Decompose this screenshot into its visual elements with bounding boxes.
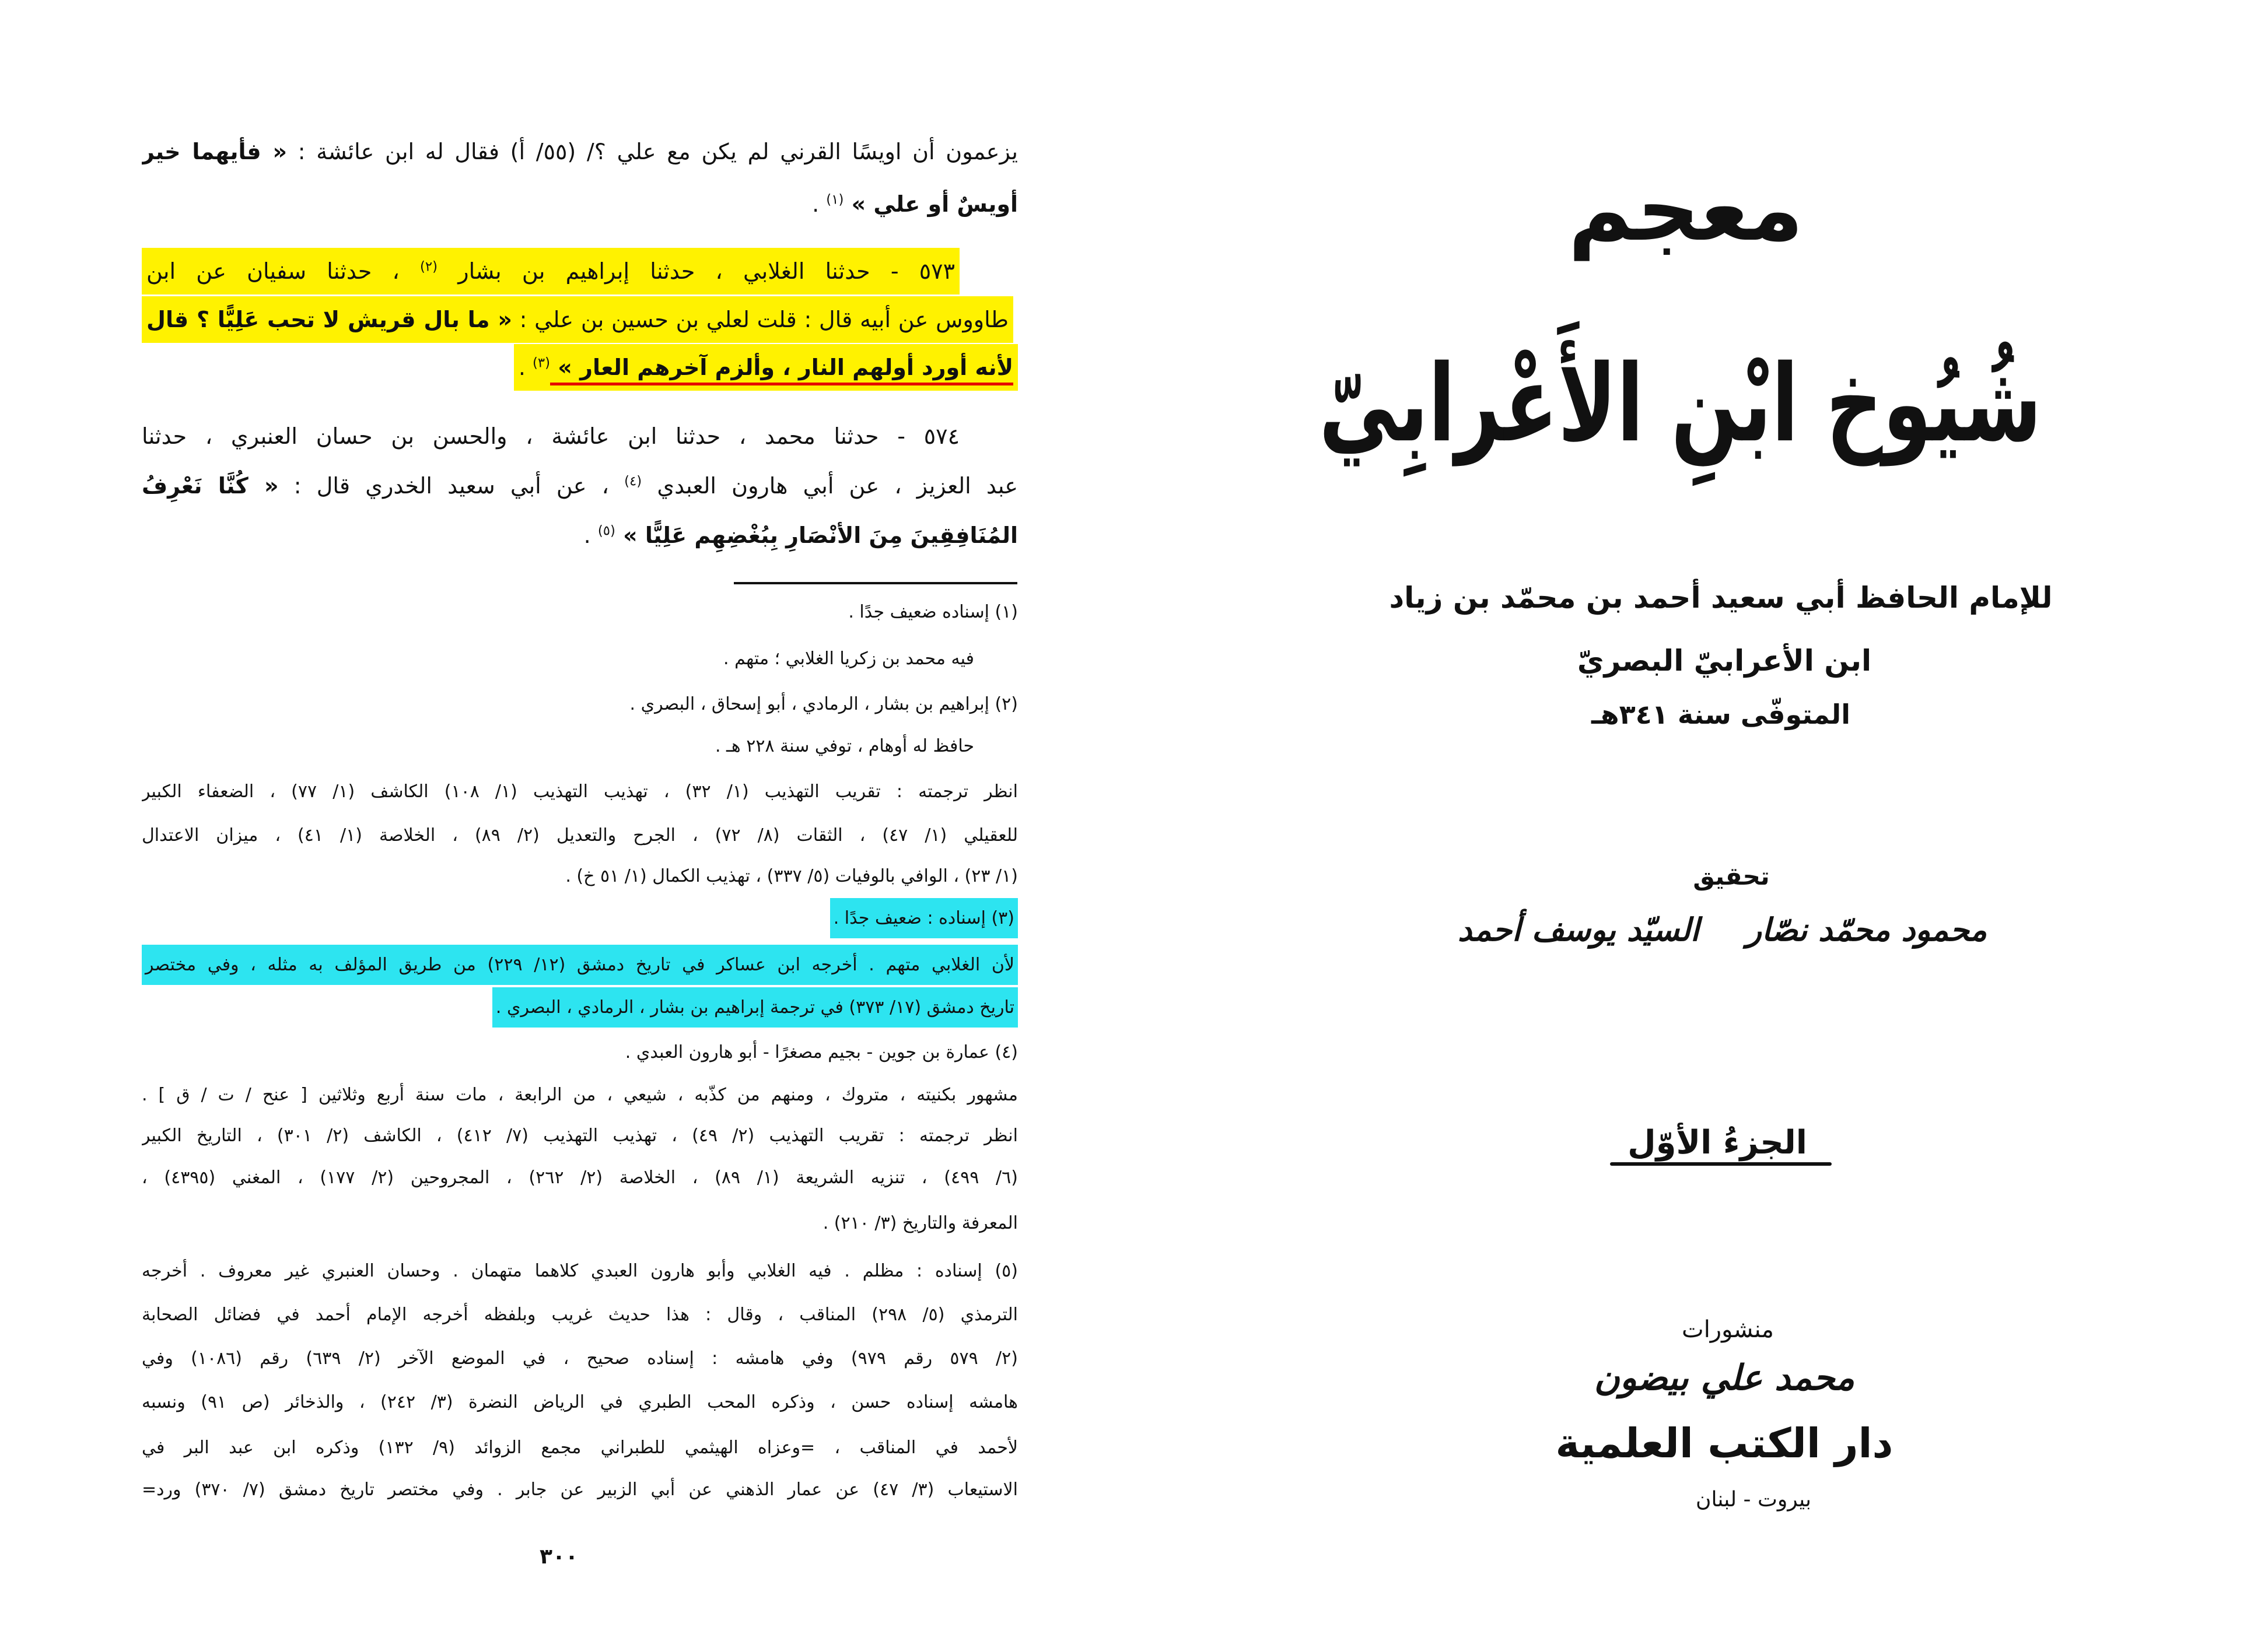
text-segment: .: [518, 355, 533, 380]
footnote-text: الترمذي (٥/ ٢٩٨) المناقب ، وقال : هذا حديث غريب وبلفظه أخرجه الإمام أحمد في فضائل الصحابة: [142, 1305, 1018, 1325]
footnote-ref: (٢): [420, 259, 438, 275]
footnote-line: [142, 856, 1018, 897]
footnote-line: [142, 726, 1018, 767]
footnote-line: [142, 1428, 1018, 1468]
intro-line: [142, 128, 1018, 175]
cyan-highlight: (٣) إسناده : ضعيف جدًا .: [830, 898, 1018, 938]
hadith-574-line: [142, 413, 1018, 460]
footnote-text: (٤) عمارة بن جوين - بجيم مصغرًا - أبو هارون العبدي .: [625, 1042, 1018, 1063]
editor-name: محمود محمّد نصّار: [1746, 911, 1987, 948]
text-segment: .: [583, 523, 598, 548]
bold-quote: « فأيهما خير: [142, 139, 288, 164]
underlined-quote: لأنه أورد أولهم النار ، وألزم آخرهم العار »: [550, 355, 1013, 385]
footnote-line: [142, 945, 1018, 986]
page-number: ٣٠٠: [540, 1545, 578, 1569]
footnote-line: [142, 1075, 1018, 1116]
footnote-text: (٢) إبراهيم بن بشار ، الرمادي ، أبو إسحاق ، البصري .: [629, 694, 1018, 714]
footnote-line: [142, 592, 1018, 633]
yellow-highlight: [514, 344, 1018, 391]
volume-underline: [1610, 1162, 1832, 1166]
author-line: للإمام الحافظ أبي سعيد أحمد بن محمّد بن زياد: [1389, 581, 2053, 615]
footnote-text: المعرفة والتاريخ (٣/ ٢١٠) .: [822, 1213, 1018, 1233]
hadith-573-line: [142, 248, 1018, 294]
footnote-line: [142, 1251, 1018, 1292]
footnote-line: [142, 1470, 1018, 1510]
footnote-ref: (١): [826, 192, 844, 208]
bold-quote: المُنَافِقِينَ مِنَ الأنْصَارِ بِبُغْضِهِم عَلِيًّا »: [615, 523, 1018, 548]
bold-quote: « كُنَّا نَعْرِفُ: [142, 473, 279, 499]
footnote-text: فيه محمد بن زكريا الغلابي ؛ متهم .: [723, 648, 974, 669]
footnote-line: [142, 772, 1018, 812]
footnote-separator: [734, 582, 1017, 584]
text-segment: عبد العزيز ، عن أبي هارون العبدي: [642, 473, 1018, 499]
text-segment: طاووس عن أبيه قال : قلت لعلي بن حسين بن علي :: [512, 307, 1009, 332]
footnote-line: [142, 815, 1018, 856]
footnote-text: (١/ ٢٣) ، الوافي بالوفيات (٥/ ٣٣٧) ، تهذيب الكمال (١/ ٥١ خ) .: [565, 866, 1018, 886]
bold-quote: « ما بال قريش لا تحب عَلِيًّا ؟ قال: [146, 307, 512, 332]
footnote-text: للعقيلي (١/ ٤٧) ، الثقات (٨/ ٧٢) ، الجرح والتعديل (٢/ ٨٩) ، الخلاصة (١/ ٤١) ، ميزان الاعتدال: [142, 825, 1018, 846]
author-line: ابن الأعرابيّ البصريّ: [1577, 644, 1872, 678]
footnote-line: [142, 1158, 1018, 1198]
footnote-text: انظر ترجمته : تقريب التهذيب (١/ ٣٢) ، تهذيب التهذيب (١/ ١٠٨) الكاشف (١/ ٧٧) ، الضعفاء الكبير: [142, 781, 1018, 802]
footnote-ref: (٣): [533, 355, 551, 371]
footnote-line: [142, 1116, 1018, 1156]
editor-name: السيّد يوسف أحمد: [1458, 911, 1699, 948]
title-main: شُيُوخ ابْنِ الأَعْرابِيّ: [1319, 342, 2042, 466]
yellow-highlight: [142, 248, 960, 294]
footnote-text: (٢/ ٥٧٩ رقم ٩٧٩) وفي هامشه : إسناده صحيح ، في الموضع الآخر (٢/ ٦٣٩) رقم (١٠٨٦) وفي: [142, 1348, 1018, 1369]
text-segment: ٥٧٣ - حدثنا الغلابي ، حدثنا إبراهيم بن بشار: [438, 258, 955, 284]
footnote-ref: (٤): [624, 474, 642, 489]
footnote-text: هامشه إسناده حسن ، وذكره المحب الطبري في الرياض النضرة (٣/ ٢٤٢) ، والذخائر (ص ٩١) ونسبه: [142, 1392, 1018, 1412]
footnote-text: (١) إسناده ضعيف جدًا .: [848, 602, 1018, 622]
footnote-text: لأحمد في المناقب ، =وعزاه الهيثمي للطبراني مجمع الزوائد (٩/ ١٣٢) وذكره ابن عبد البر في: [142, 1437, 1018, 1458]
publisher-city: بيروت - لبنان: [1696, 1488, 1811, 1512]
yellow-highlight: [142, 296, 1018, 343]
cyan-highlight: لأن الغلابي متهم . أخرجه ابن عساكر في تاريخ دمشق (١٢/ ٢٢٩) من طريق المؤلف به مثله ، وفي مختصر: [142, 945, 1018, 985]
footnote-line: [142, 1382, 1018, 1423]
publisher-name: محمد علي بيضون: [1594, 1358, 1855, 1398]
death-date: المتوفّى سنة ٣٤١هـ: [1591, 699, 1850, 730]
text-segment: يزعمون أن اويسًا القرني لم يكن مع علي ؟/ (٥٥/ أ) فقال له ابن عائشة :: [287, 139, 1018, 164]
hadith-573-line: [142, 296, 1018, 343]
footnote-line: [142, 898, 1018, 939]
footnote-text: الاستيعاب (٣/ ٤٧) عن عمار الذهني عن أبي الزبير عن جابر . وفي مختصر تاريخ دمشق (٧/ ٣٧٠) ورد=: [142, 1479, 1018, 1500]
footnote-line: [142, 1203, 1018, 1244]
hadith-574-line: [142, 512, 1018, 559]
footnote-line: [142, 1032, 1018, 1073]
footnote-text: انظر ترجمته : تقريب التهذيب (٢/ ٤٩) ، تهذيب التهذيب (٧/ ٤١٢) ، الكاشف (٢/ ٣٠١) ، التاريخ الكبير: [142, 1125, 1018, 1146]
publisher-house: دار الكتب العلمية: [1555, 1419, 1894, 1467]
footnote-line: [142, 684, 1018, 725]
tahqiq-label: تحقيق: [1693, 862, 1770, 890]
hadith-573-line: [142, 344, 1018, 391]
footnote-line: [142, 987, 1018, 1028]
publisher-label: منشورات: [1682, 1316, 1774, 1343]
footnote-line: [142, 639, 1018, 679]
hadith-574-line: [142, 462, 1018, 509]
volume-label: الجزءُ الأوّل: [1628, 1124, 1807, 1162]
intro-line: [142, 181, 1018, 227]
footnote-line: [142, 1338, 1018, 1379]
text-segment: ، عن أبي سعيد الخدري قال :: [278, 473, 625, 499]
footnote-text: حافظ له أوهام ، توفي سنة ٢٢٨ هـ .: [715, 736, 974, 756]
footnote-text: (٥) إسناده : مظلم . فيه الغلابي وأبو هارون العبدي كلاهما متهمان . وحسان العنبري غير معروف . أخرجه: [142, 1261, 1018, 1281]
title-small: معجم: [1568, 159, 1804, 261]
text-segment: ، حدثنا سفيان عن ابن: [146, 258, 421, 284]
footnote-text: (٦/ ٤٩٩) ، تنزيه الشريعة (١/ ٨٩) ، الخلاصة (٢/ ٢٦٢) ، المجروحين (٢/ ١٧٧) ، المغني (٤٣٩٥) ،: [142, 1167, 1018, 1188]
text-segment: .: [812, 191, 827, 217]
footnote-ref: (٥): [597, 523, 615, 539]
footnote-line: [142, 1295, 1018, 1335]
text-segment: ٥٧٤ - حدثنا محمد ، حدثنا ابن عائشة ، والحسن بن حسان العنبري ، حدثنا: [142, 423, 960, 449]
footnote-text: مشهور بكنيته ، متروك ، ومنهم من كذّبه ، شيعي ، من الرابعة ، مات سنة أربع وثلاثين [ عنح / ت / ق ] .: [142, 1085, 1018, 1105]
cyan-highlight: تاريخ دمشق (١٧/ ٣٧٣) في ترجمة إبراهيم بن بشار ، الرمادي ، البصري .: [492, 987, 1018, 1028]
bold-quote: أويسٌ أو علي »: [844, 191, 1018, 217]
